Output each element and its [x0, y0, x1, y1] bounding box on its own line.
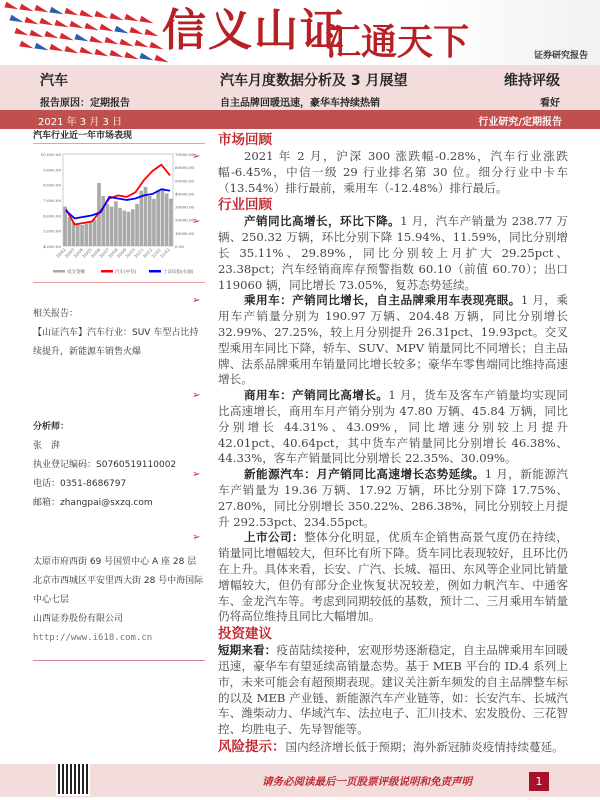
right-tick-label: 30000.00 — [175, 204, 195, 210]
arrow-shape — [74, 34, 89, 44]
analyst-name: 张 湃 — [33, 441, 61, 451]
volume-bar — [68, 217, 72, 246]
arrow-shape — [139, 15, 154, 25]
x-tick-label: 20/02 — [55, 247, 67, 259]
qr-code-icon — [56, 762, 90, 796]
volume-bar — [148, 196, 152, 246]
logo-slogan-2: 汇通天下 — [325, 22, 470, 63]
bullet-commercial-vehicle: ➢ 商用车：产销同比高增长。1 月，货车及客车产销量均实现同比高速增长，商用车月产销分别为 47.80 万辆、45.84 万辆，同比分别增长 44.31%、43.09%，同比增速分别较上月提升 42.01pct、40.64pct，其中货车产销量同比分别增长 46.38%、44.33%，客车产销量同比分别增长 22.35%、30.09%。 — [192, 388, 568, 466]
bullet-production-sales: ➢ 产销同比高增长，环比下降。1 月，汽车产销量为 238.77 万辆、250.32 万辆，环比分别下降 15.94%、11.59%，同比分别增长 35.11%、29.89%，同比分别较上月扩大 29.25pct、23.38pct；汽车经销商库存预警指数 60.10（前值 60.70）；出口 119060 辆，同比增长 73.05%，复苏态势延续。 — [192, 214, 569, 292]
arrow-shape — [64, 45, 79, 55]
x-tick-label: 20/12 — [141, 247, 154, 259]
legend-swatch — [53, 270, 65, 273]
bullet-arrow-icon: ➢ — [192, 151, 201, 162]
left-tick-label: 7,000.00 — [43, 198, 61, 203]
right-tick-label: 70000.00 — [175, 152, 195, 157]
related-report-link[interactable]: 【山证汽车】汽车行业：SUV 车型占比持续提升，新能源车销售火爆 — [33, 328, 199, 357]
left-tick-label: 9,000.00 — [43, 167, 61, 173]
volume-bar — [106, 204, 110, 246]
arrow-shape — [134, 40, 149, 50]
x-tick-label: 20/11 — [133, 247, 145, 259]
right-tick-label: 50000.00 — [175, 178, 195, 184]
volume-bar — [114, 201, 118, 246]
x-tick-label: 20/06 — [89, 247, 102, 259]
sidebar — [33, 130, 205, 661]
volume-bar — [135, 204, 139, 246]
x-tick-label: 20/09 — [115, 247, 128, 259]
legend-label: 汽车(中信) — [115, 270, 137, 275]
title-band — [0, 65, 600, 110]
arrow-shape — [104, 37, 119, 47]
logo-banner — [0, 0, 600, 65]
arrow-shape — [19, 41, 34, 51]
volume-bar — [93, 220, 97, 246]
right-tick-label: 10000.00 — [175, 230, 195, 236]
arrow-shape — [79, 47, 94, 57]
volume-bar — [63, 207, 67, 246]
volume-bar — [156, 191, 160, 246]
arrow-shape — [59, 32, 74, 42]
report-title: 汽车月度数据分析及 3 月展望 — [220, 73, 408, 89]
arrow-shape — [44, 31, 59, 41]
volume-bar — [123, 211, 127, 246]
volume-bar — [165, 193, 169, 246]
right-tick-label: 20000.00 — [175, 217, 195, 223]
arrow-shape — [99, 24, 114, 34]
chart-title: 汽车行业近一年市场表现 — [33, 130, 205, 144]
volume-bar — [152, 199, 156, 246]
arrow-shape — [124, 14, 139, 24]
arrow-shape — [54, 19, 69, 29]
investment-paragraph: 短期来看：疫苗陆续接种，宏观形势逐渐稳定，自主品牌乘用车回暖迅速，豪华车有望延续高销量态势。基于 MEB 平台的 ID.4 系列上市，未来可能会有超预期表现。建议关注新车频发的自主品牌整车标的以及 MEB 产业链、新能源汽车产业链等，如：长安汽车、长城汽车、潍柴动力、华域汽车、法拉电子、汇川技术、宏发股份、三花智控、均胜电子、先导智能等。 — [218, 643, 568, 737]
related-label: 相关报告： — [33, 309, 79, 319]
arrow-shape — [39, 18, 54, 28]
arrow-shape — [79, 9, 94, 19]
volume-bar — [131, 209, 135, 246]
arrow-shape — [114, 25, 129, 35]
x-tick-label: 20/10 — [124, 247, 137, 259]
bullet-arrow-icon: ➢ — [192, 390, 201, 402]
report-subtitle: 自主品牌回暖迅速，豪华车持续热销 — [220, 98, 380, 109]
report-date: 2021 年 3 月 3 日 — [38, 117, 123, 128]
report-category: 行业研究/定期报告 — [478, 117, 562, 128]
volume-bar — [80, 225, 84, 246]
date-bar — [0, 110, 600, 129]
arrow-shape — [34, 42, 49, 52]
arrow-shape — [144, 28, 159, 38]
phone: 电话：0351-8686797 — [33, 479, 127, 489]
volume-bar — [72, 222, 76, 246]
x-tick-label: 21/01 — [150, 247, 163, 259]
arrow-shape — [19, 3, 34, 13]
section-industry-review: 行业回顾 — [218, 197, 272, 214]
risk-paragraph: 风险提示：国内经济增长低于预期；海外新冠肺炎疫情持续蔓延。 — [218, 738, 564, 755]
report-type: 证券研究报告 — [533, 51, 588, 61]
arrow-shape — [34, 5, 49, 15]
bullet-passenger-car: ➢ 乘用车：产销同比增长，自主品牌乘用车表现亮眼。1 月，乘用车产销量分别为 190.97 万辆、204.48 万辆，同比分别增长 32.99%、27.25%，较上月分别提升 26.31pct、19.93pct。交叉型乘用车同比下降，轿车、SUV、MPV 销量同比不同增长；自主品牌、法系品牌乘用车销量同比增长较多；豪华车零售端同比维持高速增长。 — [192, 293, 568, 387]
bullet-arrow-icon: ➢ — [192, 295, 201, 307]
legend-label: 上证综指(右轴) — [163, 270, 194, 275]
rating-label: 维持评级 — [504, 73, 560, 89]
legend-swatch — [101, 270, 113, 273]
footer-band — [0, 764, 600, 797]
website-link[interactable]: http://www.i618.com.cn — [33, 633, 153, 643]
arrow-shape — [94, 11, 109, 21]
arrow-shape — [14, 28, 29, 38]
legend-label: 成交金额 — [67, 270, 85, 275]
page-number: 1 — [529, 772, 549, 791]
license-number: 执业登记编码：S0760519110002 — [33, 460, 177, 470]
arrow-shape — [119, 38, 134, 48]
bullet-arrow-icon: ➢ — [192, 216, 201, 228]
x-tick-label: 20/07 — [98, 247, 111, 259]
volume-bar — [118, 208, 122, 246]
arrow-shape — [89, 35, 104, 45]
arrow-shape — [9, 15, 24, 25]
analyst-label: 分析师： — [33, 422, 70, 432]
company-name: 山西证券股份有限公司 — [33, 614, 124, 624]
volume-bar — [110, 207, 114, 246]
left-tick-label: 4,000.00 — [43, 244, 61, 249]
arrow-shape — [24, 16, 39, 26]
right-tick-label: 0.00 — [175, 244, 184, 249]
x-tick-label: 21/02 — [159, 247, 171, 259]
x-tick-label: 20/05 — [81, 247, 93, 259]
volume-bar — [76, 224, 80, 246]
section-market-review: 市场回顾 — [218, 132, 272, 148]
bullet-listed-companies: ➢ 上市公司：整体分化明显，优质车企销售高景气度仍在持续，销量同比增幅较大，但环比有所下降。货车同比表现较好，且环比仍在上升。具体来看，长安、广汽、长城、福田、东风等企业同比销量增幅较大，但仍有部分企业恢复状况较差，例如力帆汽车、中通客车、金龙汽车等。考虑到同期较低的基数，预计二、三月乘用车销量仍将高位维持且同比大幅增加。 — [192, 530, 568, 624]
report-reason: 报告原因：定期报告 — [40, 98, 130, 109]
right-tick-label: 40000.00 — [175, 191, 195, 197]
x-tick-label: 20/08 — [107, 247, 119, 259]
section-investment-advice: 投资建议 — [218, 626, 272, 643]
bullet-new-energy: ➢ 新能源汽车：月产销同比高速增长态势延续。1 月，新能源汽车产销量为 19.36 万辆、17.92 万辆，环比分别下降 17.75%、27.80%，同比分别增长 350.22%、286.38%，同比分别较上月提升 292.53pct、234.55pct。 — [192, 467, 568, 529]
left-tick-label: 8,000.00 — [43, 182, 61, 188]
arrow-shape — [4, 2, 19, 12]
x-tick-label: 20/04 — [72, 247, 85, 259]
arrow-shape — [49, 44, 64, 54]
divider — [33, 282, 205, 283]
industry-label: 汽车 — [40, 73, 68, 89]
volume-bar — [127, 212, 131, 246]
arrow-shape — [29, 29, 44, 39]
volume-bar — [101, 196, 105, 246]
address-beijing: 北京市西城区平安里西大街 28 号中海国际中心七层 — [33, 576, 204, 605]
arrow-shape — [49, 6, 64, 16]
arrow-shape — [64, 8, 79, 18]
left-tick-label: 5,000.00 — [43, 228, 61, 234]
left-tick-label: 6,000.00 — [43, 213, 61, 219]
arrow-shape — [139, 53, 154, 63]
volume-bar — [89, 221, 93, 246]
disclaimer-notice: 请务必阅读最后一页股票评级说明和免责声明 — [262, 776, 472, 788]
main-content — [192, 131, 569, 756]
arrow-shape — [124, 51, 139, 61]
legend-swatch — [149, 270, 161, 273]
bullet-arrow-icon: ➢ — [192, 532, 201, 544]
arrow-shape — [129, 27, 144, 37]
arrow-shape — [109, 50, 124, 60]
volume-bar — [139, 191, 143, 246]
volume-bar — [169, 199, 173, 246]
volume-bar — [161, 188, 165, 246]
arrow-shape — [94, 48, 109, 58]
market-performance-chart — [33, 144, 205, 282]
arrow-shape — [84, 22, 99, 32]
email[interactable]: 邮箱：zhangpai@sxzq.com — [33, 498, 153, 508]
rating-value: 看好 — [540, 98, 560, 109]
market-review-paragraph: ➢ 2021 年 2 月，沪深 300 涨跌幅-0.28%，汽车行业涨跌幅-6.45%，中信一级 29 行业排名第 30 位。细分行业中卡车（13.54%）排行最前，乘用车（-12.48%）排行最后。 — [192, 149, 568, 195]
left-tick-label: 10,000.00 — [40, 152, 61, 157]
address-taiyuan: 太原市府西街 69 号国贸中心 A 座 28 层 — [33, 557, 197, 567]
arrow-shape — [69, 21, 84, 31]
arrow-shape — [109, 12, 124, 22]
right-tick-label: 60000.00 — [175, 165, 195, 171]
divider — [33, 660, 205, 661]
volume-bar — [84, 224, 88, 246]
logo-slogan-1: 信义山证 — [162, 5, 346, 56]
x-tick-label: 20/03 — [63, 247, 76, 259]
bullet-arrow-icon: ➢ — [192, 469, 201, 481]
